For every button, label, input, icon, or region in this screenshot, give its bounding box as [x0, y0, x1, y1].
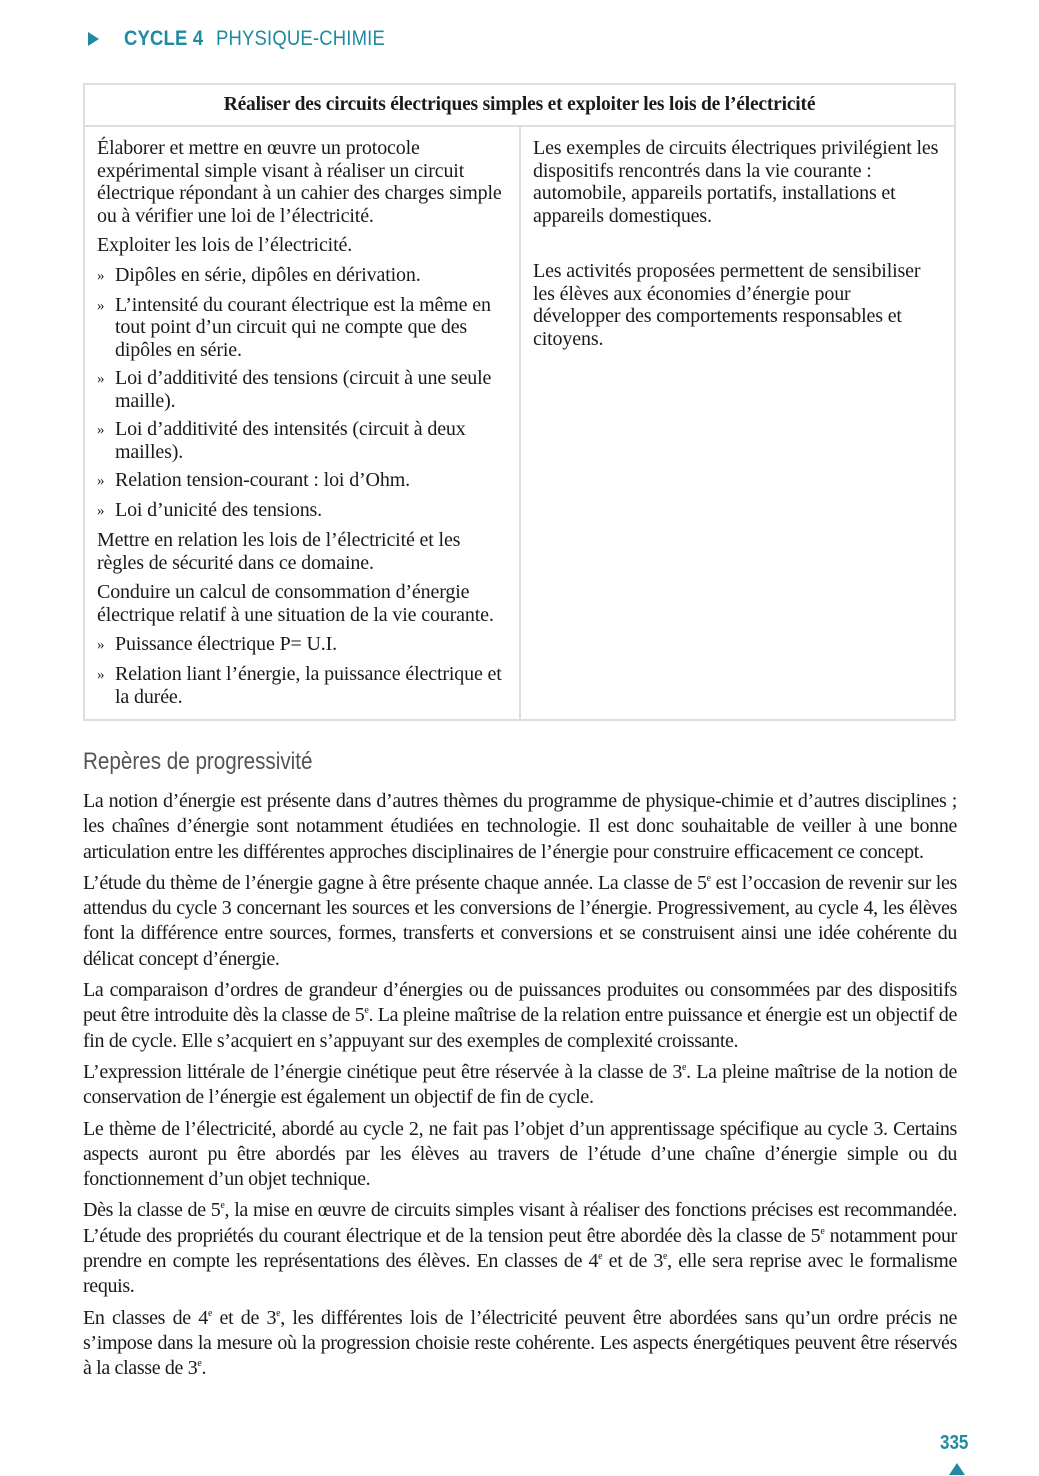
- body-paragraph: L’expression littérale de l’énergie cinétique peut être réservée à la classe de 3e. La pleine maîtrise de la notion de conservation de l’énergie est également un objectif de fin de cycle.: [83, 1060, 957, 1109]
- list-item: » Relation tension-courant : loi d’Ohm.: [97, 469, 410, 491]
- table-body: [85, 127, 954, 719]
- cycle-label: CYCLE 4: [124, 27, 204, 50]
- body-paragraph: L’étude du thème de l’énergie gagne à être présente chaque année. La classe de 5e est l’occasion de revenir sur les attendus du cycle 3 concernant les sources et les conversions de l’énergie. Progressivement, au cycle 4, les élèves font la différence entre sources, formes, transferts et conversions et se construisent ainsi une idée cohérente du délicat concept d’énergie.: [83, 871, 957, 970]
- running-header: [88, 24, 408, 54]
- list-item: » L’intensité du courant électrique est la même en tout point d’un circuit qui ne compte que des dipôles en série.: [97, 293, 491, 361]
- list-item: » Relation liant l’énergie, la puissance électrique et la durée.: [97, 663, 502, 708]
- left-paragraph: Exploiter les lois de l’électricité.: [97, 234, 353, 256]
- bullet-icon: »: [97, 637, 105, 653]
- body-paragraph: En classes de 4e et de 3e, les différentes lois de l’électricité peuvent être abordées sans qu’un ordre précis ne s’impose dans la mesure où la progression choisie reste cohérente. Les aspects énergétiques peuvent être réservés à la classe de 3e.: [83, 1306, 957, 1380]
- right-paragraph: Les activités proposées permettent de sensibiliser les élèves aux économies d’énergie pour développer des comportements responsables et citoyens.: [533, 260, 921, 350]
- body-paragraph: La comparaison d’ordres de grandeur d’énergies ou de puissances produites ou consommées par des dispositifs peut être introduite dès la classe de 5e. La pleine maîtrise de la relation entre puissance et énergie est un objectif de fin de cycle. Elle s’acquiert en s’appuyant sur des exemples de complexité croissante.: [83, 979, 957, 1052]
- competences-table: [83, 83, 956, 721]
- triangle-right-icon: [88, 32, 99, 46]
- page-number: 335: [940, 1432, 969, 1454]
- list-item: » Dipôles en série, dipôles en dérivation.: [97, 263, 421, 286]
- bullet-icon: »: [97, 503, 105, 519]
- left-paragraph: Mettre en relation les lois de l’électricité et les règles de sécurité dans ce domaine.: [97, 529, 461, 574]
- list-item: » Loi d’unicité des tensions.: [97, 499, 323, 521]
- section-body: [83, 789, 957, 1388]
- triangle-up-icon: [949, 1463, 965, 1475]
- body-paragraph: Dès la classe de 5e, la mise en œuvre de circuits simples visant à réaliser des fonctions précises est recommandée. L’étude des propriétés du courant électrique et de la tension peut être abordée dès la classe de 5e notamment pour prendre en compte les représentations des élèves. En classes de 4e et de 3e, elle sera reprise avec le formalisme requis.: [83, 1199, 957, 1298]
- body-paragraph: La notion d’énergie est présente dans d’autres thèmes du programme de physique-chimie et d’autres disciplines ; les chaînes d’énergie sont notamment étudiées en technologie. Il est donc souhaitable de veiller à une bonne articulation entre les différentes approches disciplinaires de l’énergie pour construire efficacement ce concept.: [83, 790, 957, 863]
- bullet-icon: »: [97, 422, 105, 438]
- table-title: Réaliser des circuits électriques simples et exploiter les lois de l’électricité: [85, 85, 954, 127]
- subject-label: PHYSIQUE-CHIMIE: [216, 27, 386, 50]
- bullet-icon: »: [97, 667, 105, 683]
- bullet-icon: »: [97, 297, 105, 314]
- list-item: » Puissance électrique P= U.I.: [97, 633, 338, 655]
- list-item: » Loi d’additivité des tensions (circuit à une seule maille).: [97, 367, 492, 412]
- list-item: » Loi d’additivité des intensités (circuit à deux mailles).: [97, 418, 466, 463]
- body-paragraph: Le thème de l’électricité, abordé au cycle 2, ne fait pas l’objet d’un apprentissage spécifique au cycle 3. Certains aspects auront pu être abordés par les élèves au travers de l’étude d’une chaîne d’énergie simple ou du fonctionnement d’un objet technique.: [83, 1117, 957, 1191]
- bullet-icon: »: [97, 473, 105, 489]
- section-heading: Repères de progressivité: [83, 748, 313, 775]
- table-right-column: [521, 127, 954, 719]
- bullet-icon: »: [97, 371, 105, 387]
- left-paragraph: Conduire un calcul de consommation d’énergie électrique relatif à une situation de la vie courante.: [97, 581, 494, 626]
- right-paragraph: Les exemples de circuits électriques privilégient les dispositifs rencontrés dans la vie courante : automobile, appareils portatifs, installations et appareils domestiques.: [533, 137, 939, 227]
- left-paragraph: Élaborer et mettre en œuvre un protocole expérimental simple visant à réaliser un circuit électrique répondant à un cahier des charges simple ou à vérifier une loi de l’électricité.: [97, 137, 502, 227]
- bullet-icon: »: [97, 267, 105, 284]
- table-left-column: [85, 127, 521, 719]
